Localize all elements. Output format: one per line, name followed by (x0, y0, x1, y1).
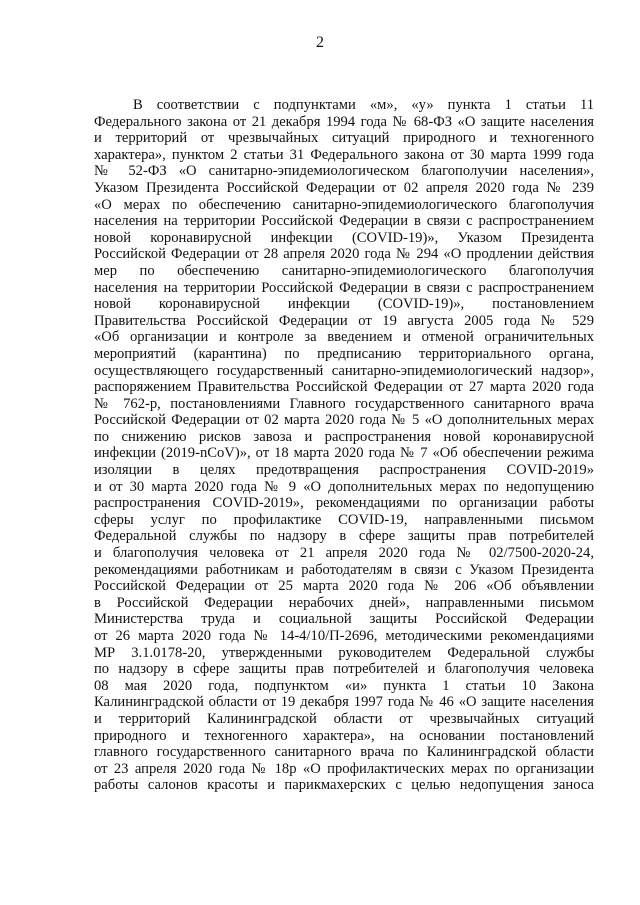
text-line: рекомендациями работникам и работодателям в связи с Указом Президента (94, 561, 594, 578)
text-line: сферы услуг по профилактике COVID-19, направленными письмом (94, 511, 594, 528)
text-line: «О мерах по обеспечению санитарно-эпидемиологического благополучия (94, 196, 594, 213)
text-line: МР 3.1.0178-20, утвержденными руководителем Федеральной службы (94, 644, 594, 661)
text-line: Министерства труда и социальной защиты Российской Федерации (94, 611, 594, 628)
text-line: от 23 апреля 2020 года № 18р «О профилактических мерах по организации (94, 760, 594, 777)
text-line: по снижению рисков завоза и распространения новой коронавирусной (94, 428, 594, 445)
text-line: изоляции в целях предотвращения распространения COVID-2019» (94, 462, 594, 479)
text-line: мер по обеспечению санитарно-эпидемиологического благополучия (94, 262, 594, 279)
text-line: населения на территории Российской Федерации в связи с распространением (94, 213, 594, 230)
text-line: новой коронавирусной инфекции (COVID-19)», Указом Президента (94, 229, 594, 246)
text-line: осуществляющего государственный санитарно-эпидемиологический надзор», (94, 362, 594, 379)
text-line: «Об организации и контроле за введением и отменой ограничительных (94, 329, 594, 346)
text-line: Федеральной службы по надзору в сфере защиты прав потребителей (94, 528, 594, 545)
text-line: по надзору в сфере защиты прав потребителей и благополучия человека (94, 661, 594, 678)
text-line: № 52-ФЗ «О санитарно-эпидемиологическом благополучии населения», (94, 163, 594, 180)
body-paragraph (94, 97, 594, 794)
text-line: от 26 марта 2020 года № 14-4/10/П-2696, методическими рекомендациями (94, 628, 594, 644)
text-line: природного и техногенного характера», на основании постановлений (94, 727, 594, 744)
text-line: распространения COVID-2019», рекомендациями по организации работы (94, 495, 594, 512)
text-line: 08 мая 2020 года, подпунктом «и» пункта 1 статьи 10 Закона (94, 677, 594, 694)
text-line: населения на территории Российской Федерации в связи с распространением (94, 279, 594, 296)
text-line: Калининградской области от 19 декабря 1997 года № 46 «О защите населения (94, 694, 594, 711)
text-line: главного государственного санитарного врача по Калининградской области (94, 744, 594, 761)
text-line: В соответствии с подпунктами «м», «у» пункта 1 статьи 11 (133, 97, 594, 113)
text-line: Российской Федерации от 28 апреля 2020 года № 294 «О продлении действия (94, 246, 594, 263)
text-line: мероприятий (карантина) по предписанию территориального органа, (94, 345, 594, 362)
text-line: Российской Федерации от 25 марта 2020 года № 206 «Об объявлении (94, 578, 594, 595)
text-line: Правительства Российской Федерации от 19 августа 2005 года № 529 (94, 312, 594, 329)
text-line: Федерального закона от 21 декабря 1994 года № 68-ФЗ «О защите населения (94, 113, 594, 130)
text-line: и благополучия человека от 21 апреля 2020 года № 02/7500-2020-24, (94, 545, 594, 562)
text-line: новой коронавирусной инфекции (COVID-19)», постановлением (94, 296, 594, 313)
text-line: Российской Федерации от 02 марта 2020 года № 5 «О дополнительных мерах (94, 412, 594, 429)
text-line: Указом Президента Российской Федерации от 02 апреля 2020 года № 239 (94, 179, 594, 196)
text-line: распоряжением Правительства Российской Федерации от 27 марта 2020 года (94, 379, 594, 396)
text-line: работы салонов красоты и парикмахерских с целью недопущения заноса (94, 777, 594, 794)
text-line: инфекции (2019-nCoV)», от 18 марта 2020 года № 7 «Об обеспечении режима (94, 445, 594, 462)
text-line: № 762-р, постановлениями Главного государственного санитарного врача (94, 395, 594, 412)
text-line: и территорий от чрезвычайных ситуаций природного и техногенного (94, 130, 594, 147)
page-number: 2 (316, 34, 324, 51)
text-line: в Российской Федерации нерабочих дней», направленными письмом (94, 594, 594, 611)
text-line: и от 30 марта 2020 года № 9 «О дополнительных мерах по недопущению (94, 478, 594, 495)
text-line: и территорий Калининградской области от чрезвычайных ситуаций (94, 710, 594, 727)
text-line: характера», пунктом 2 статьи 31 Федерального закона от 30 марта 1999 года (94, 146, 594, 163)
